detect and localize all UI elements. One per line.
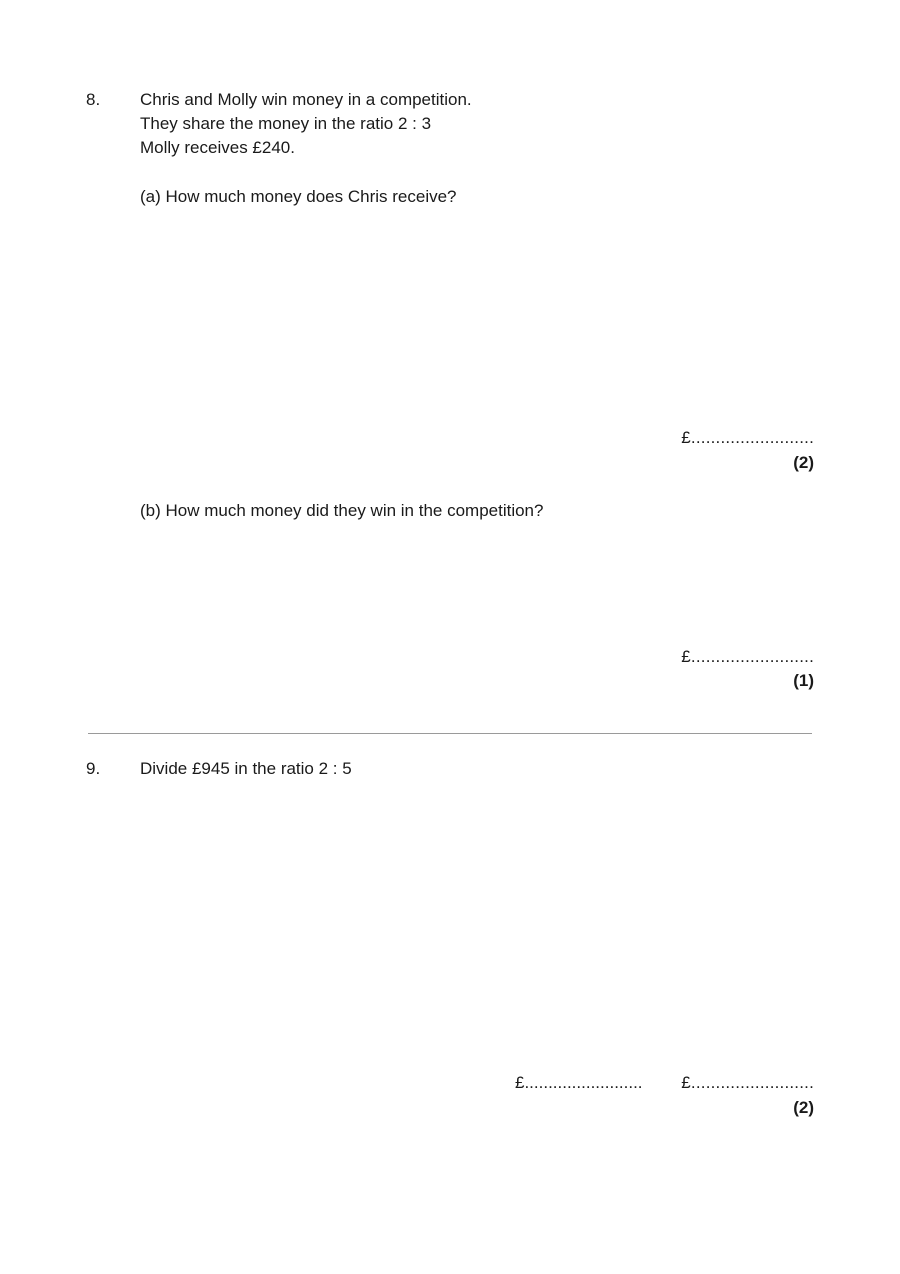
question-9-answer-line-1[interactable]: £.........................	[515, 1073, 643, 1092]
question-8-number: 8.	[86, 90, 101, 109]
question-9-answer-line-2[interactable]: £.........................	[681, 1073, 814, 1092]
question-9-text: Divide £945 in the ratio 2 : 5	[140, 759, 352, 778]
question-8a-answer-line[interactable]: £.........................	[681, 428, 814, 447]
question-8a-text: (a) How much money does Chris receive?	[140, 187, 457, 206]
question-8b-marks: (1)	[793, 671, 814, 690]
question-8-line-3: Molly receives £240.	[140, 138, 295, 157]
question-9-number: 9.	[86, 759, 101, 778]
question-8a-marks: (2)	[793, 453, 814, 472]
question-8-line-2: They share the money in the ratio 2 : 3	[140, 114, 432, 133]
question-8b-answer-line[interactable]: £.........................	[681, 647, 814, 666]
question-9-marks: (2)	[793, 1098, 814, 1117]
section-divider	[88, 733, 812, 734]
question-8b-text: (b) How much money did they win in the competition?	[140, 501, 544, 520]
question-8-line-1: Chris and Molly win money in a competition.	[140, 90, 472, 109]
